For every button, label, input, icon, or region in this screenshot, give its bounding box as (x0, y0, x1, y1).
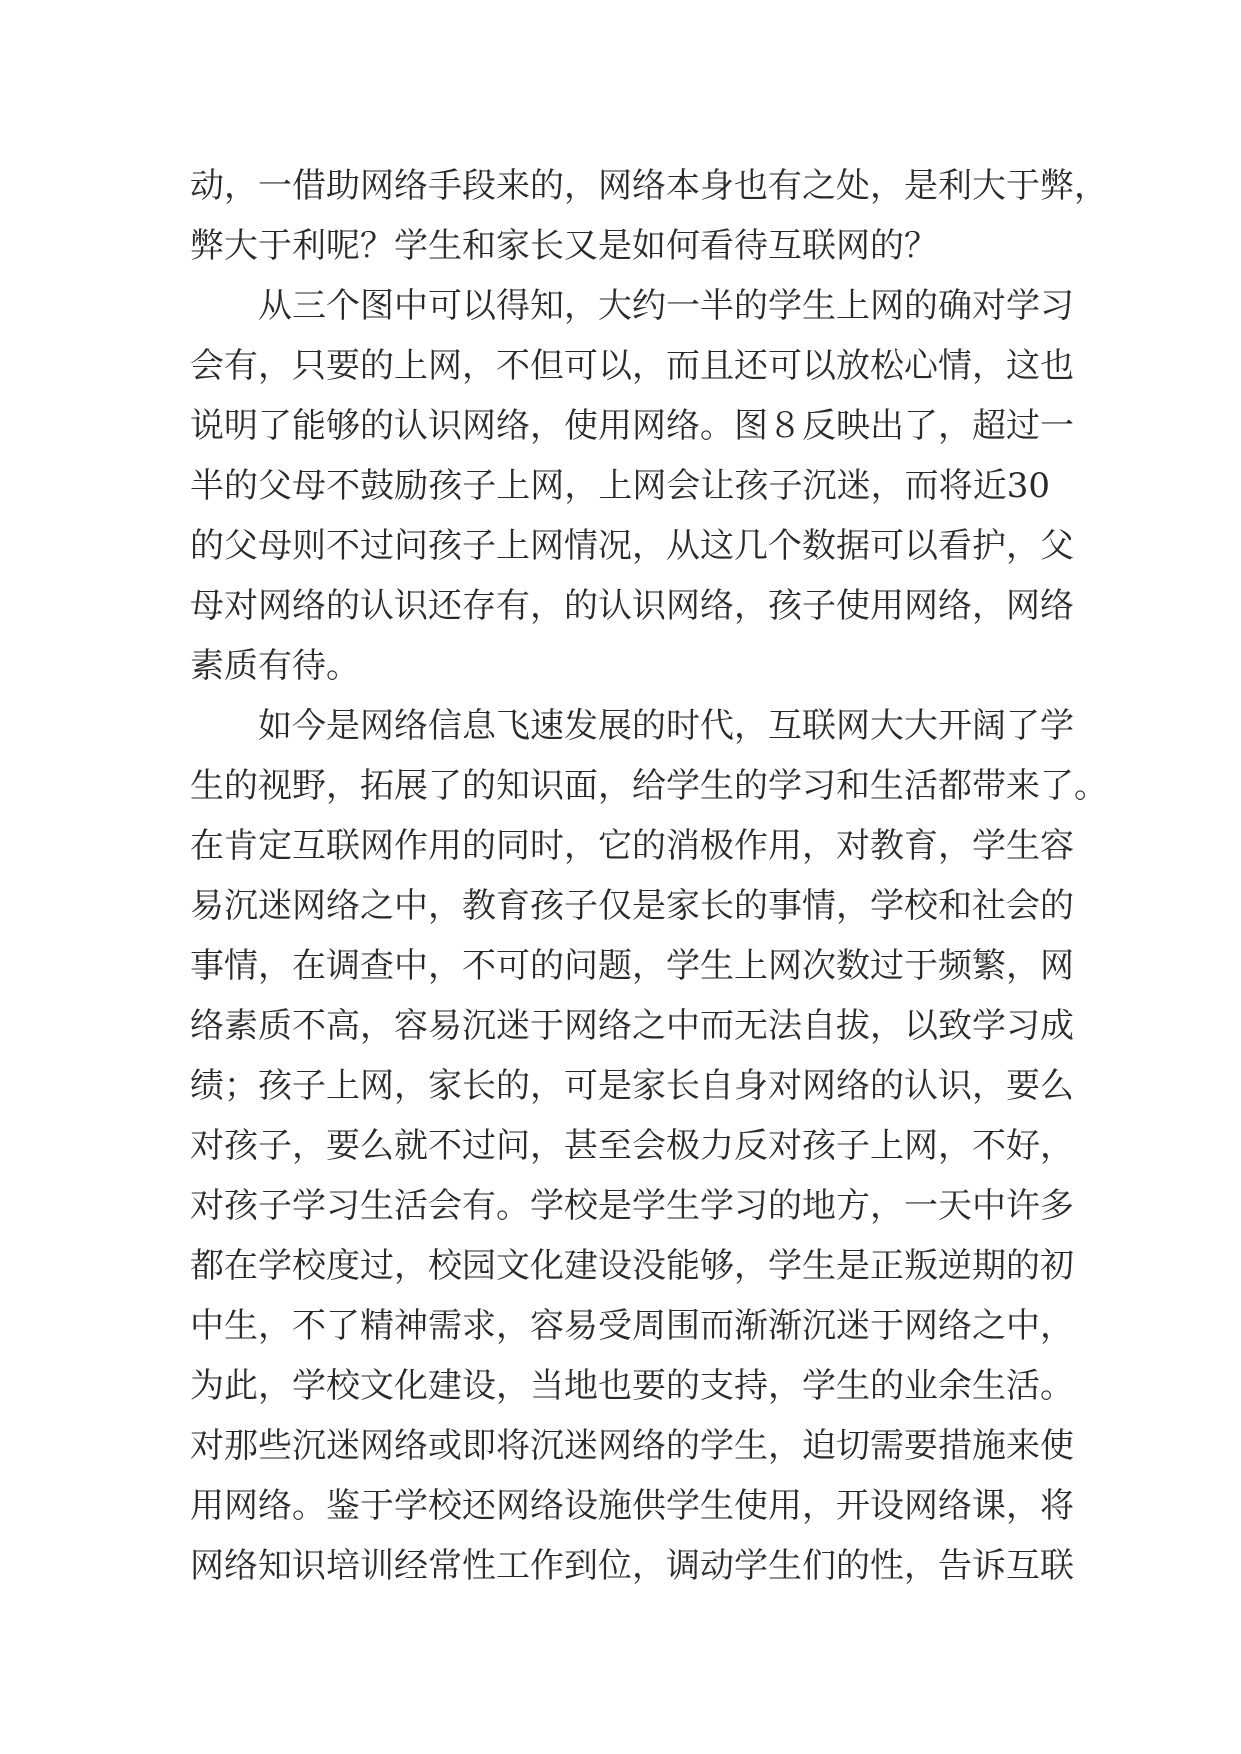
text-line: 绩；孩子上网，家长的，可是家长自身对网络的认识，要么 (190, 1066, 1074, 1106)
text-line: 会有，只要的上网，不但可以，而且还可以放松心情，这也 (190, 346, 1074, 386)
text-line: 母对网络的认识还存有，的认识网络，孩子使用网络，网络 (190, 586, 1074, 626)
paragraph-1 (190, 156, 1108, 276)
text-line: 说明了能够的认识网络，使用网络。图８反映出了，超过一 (190, 406, 1074, 446)
text-line: 都在学校度过，校园文化建设没能够，学生是正叛逆期的初 (190, 1246, 1074, 1286)
text-line: 为此，学校文化建设，当地也要的支持，学生的业余生活。 (190, 1366, 1074, 1406)
text-line: 中生，不了精神需求，容易受周围而渐渐沉迷于网络之中， (190, 1306, 1074, 1346)
text-line: 素质有待。 (190, 646, 360, 686)
text-line: 用网络。鉴于学校还网络设施供学生使用，开设网络课，将 (190, 1486, 1074, 1526)
text-line: 对孩子，要么就不过问，甚至会极力反对孩子上网，不好， (190, 1126, 1074, 1166)
text-line: 动，一借助网络手段来的，网络本身也有之处，是利大于弊， (190, 166, 1108, 206)
text-line: 网络知识培训经常性工作到位，调动学生们的性，告诉互联 (190, 1546, 1074, 1586)
text-line: 事情，在调查中，不可的问题，学生上网次数过于频繁，网 (190, 946, 1074, 986)
text-line: 的父母则不过问孩子上网情况，从这几个数据可以看护，父 (190, 526, 1074, 566)
text-line: 如今是网络信息飞速发展的时代，互联网大大开阔了学 (258, 706, 1074, 746)
text-line: 对那些沉迷网络或即将沉迷网络的学生，迫切需要措施来使 (190, 1426, 1074, 1466)
paragraph-2 (190, 276, 1074, 696)
text-line: 对孩子学习生活会有。学校是学生学习的地方，一天中许多 (190, 1186, 1074, 1226)
paragraph-3 (190, 696, 1108, 1596)
text-line: 易沉迷网络之中，教育孩子仅是家长的事情，学校和社会的 (190, 886, 1074, 926)
text-line: 络素质不高，容易沉迷于网络之中而无法自拔，以致学习成 (190, 1006, 1074, 1046)
text-line: 从三个图中可以得知，大约一半的学生上网的确对学习 (258, 286, 1074, 326)
text-line: 弊大于利呢？学生和家长又是如何看待互联网的？ (190, 226, 938, 266)
text-line: 半的父母不鼓励孩子上网，上网会让孩子沉迷，而将近30 (190, 466, 1050, 506)
text-line: 生的视野，拓展了的知识面，给学生的学习和生活都带来了。 (190, 766, 1108, 806)
text-line: 在肯定互联网作用的同时，它的消极作用，对教育，学生容 (190, 826, 1074, 866)
body-text (190, 156, 1108, 1596)
